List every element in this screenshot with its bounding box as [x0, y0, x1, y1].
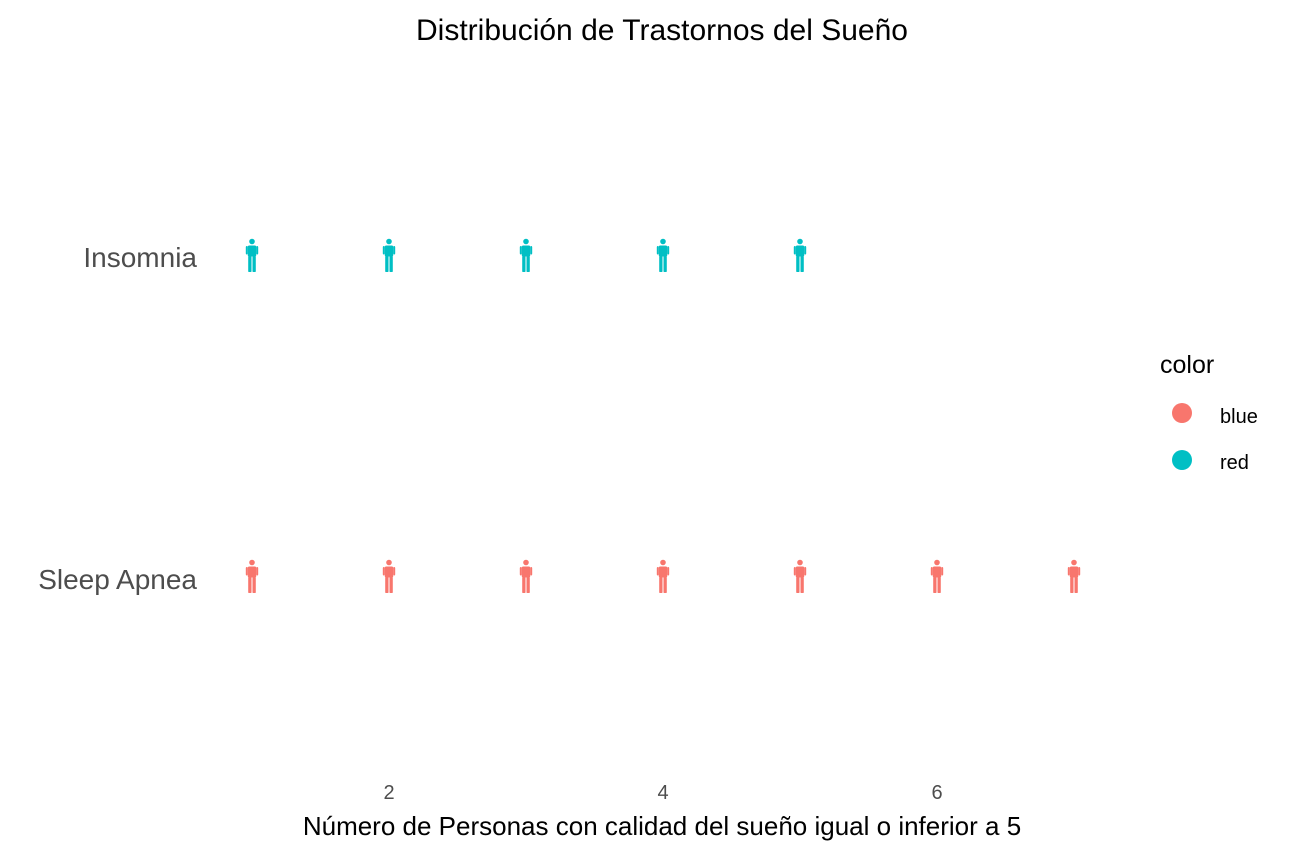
x-axis-ticks [383, 782, 942, 804]
person-icon-sleep-apnea-6 [931, 560, 943, 593]
person-icon-insomnia-2 [383, 239, 395, 272]
person-icon-insomnia-5 [794, 239, 806, 272]
person-icon-sleep-apnea-2 [383, 560, 395, 593]
person-icon-sleep-apnea-5 [794, 560, 806, 593]
legend-swatch-blue [1172, 403, 1192, 423]
person-icon-sleep-apnea-4 [657, 560, 669, 593]
y-category-label-insomnia: Insomnia [83, 242, 197, 273]
legend-label-blue: blue [1220, 406, 1258, 428]
legend [1160, 351, 1258, 474]
person-icon-sleep-apnea-7 [1068, 560, 1080, 593]
chart-title: Distribución de Trastornos del Sueño [416, 14, 908, 47]
legend-swatch-red [1172, 450, 1192, 470]
x-tick-label-2: 2 [383, 782, 395, 804]
x-tick-label-4: 4 [657, 782, 669, 804]
legend-title: color [1160, 351, 1215, 379]
person-icon-sleep-apnea-1 [246, 560, 258, 593]
legend-label-red: red [1220, 452, 1249, 474]
person-icon-marks [246, 239, 1080, 593]
person-icon-sleep-apnea-3 [520, 560, 532, 593]
x-axis-title: Número de Personas con calidad del sueño igual o inferior a 5 [302, 811, 1022, 841]
x-tick-label-6: 6 [931, 782, 943, 804]
person-icon-insomnia-4 [657, 239, 669, 272]
person-icon-insomnia-1 [246, 239, 258, 272]
y-category-label-sleep-apnea: Sleep Apnea [38, 564, 197, 595]
person-icon-insomnia-3 [520, 239, 532, 272]
